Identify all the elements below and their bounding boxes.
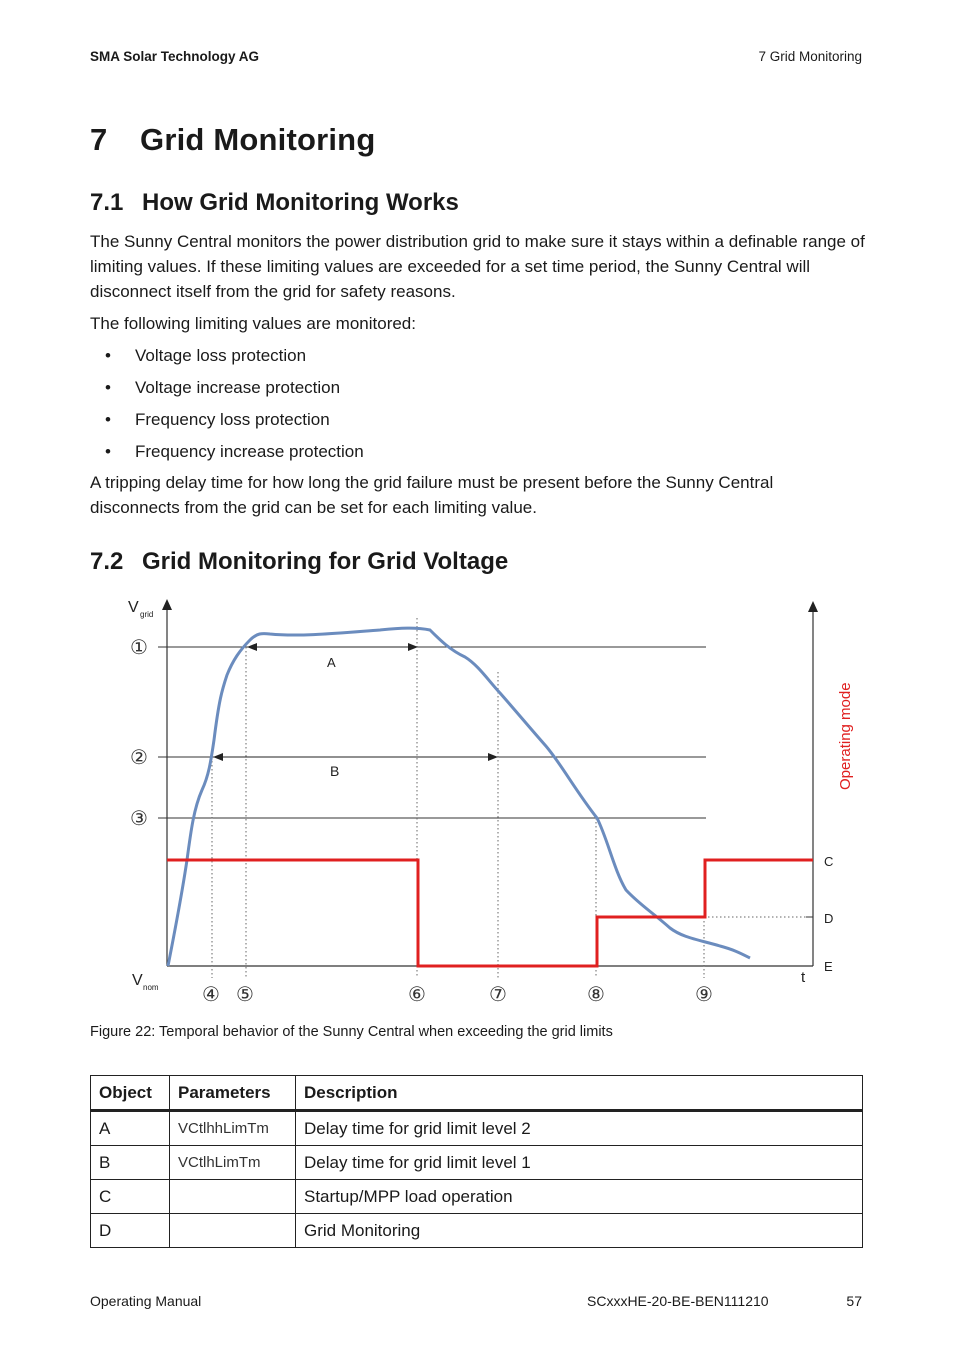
section-heading-7-1: [90, 189, 459, 217]
cell-parameter: VCtlhhLimTm: [170, 1111, 296, 1146]
monitored-values-list: [90, 343, 364, 471]
cell-object: D: [91, 1214, 170, 1248]
bullet-icon: •: [105, 346, 111, 365]
cell-parameter: [170, 1214, 296, 1248]
figure-caption: Figure 22: Temporal behavior of the Sunny Central when exceeding the grid limits: [90, 1024, 613, 1040]
grid-voltage-diagram: [0, 590, 954, 1015]
header-parameters: Parameters: [170, 1076, 296, 1111]
footer-manual: Operating Manual: [90, 1293, 202, 1309]
table-row: [91, 1111, 863, 1146]
y-axis-sub: grid: [140, 610, 154, 619]
bullet-icon: •: [105, 410, 111, 429]
cell-object: A: [91, 1111, 170, 1146]
time-marker-7: ⑦: [489, 982, 507, 1006]
time-marker-6: ⑥: [408, 982, 426, 1006]
bullet-icon: •: [105, 442, 111, 461]
operating-mode-line: [167, 860, 813, 966]
cell-description: Grid Monitoring: [296, 1214, 863, 1248]
header-company: SMA Solar Technology AG: [90, 49, 260, 64]
cell-description: Startup/MPP load operation: [296, 1180, 863, 1214]
interval-a-label: A: [327, 655, 336, 670]
table-row: [91, 1180, 863, 1214]
time-marker-8: ⑧: [587, 982, 605, 1006]
cell-description: Delay time for grid limit level 2: [296, 1111, 863, 1146]
list-item: • Voltage loss protection: [90, 343, 364, 375]
time-marker-4: ④: [202, 982, 220, 1006]
chapter-title: [90, 122, 375, 158]
voltage-curve: [168, 628, 750, 966]
header-description: Description: [296, 1076, 863, 1111]
y-axis-label: V: [128, 599, 139, 616]
section-number: 7.1: [90, 189, 124, 216]
interval-b-label: B: [330, 763, 340, 779]
cell-description: Delay time for grid limit level 1: [296, 1146, 863, 1180]
table-row: [91, 1146, 863, 1180]
level-marker-3: ③: [130, 806, 148, 830]
footer-doc-id: SCxxxHE-20-BE-BEN111210: [587, 1293, 769, 1309]
header-object: Object: [91, 1076, 170, 1111]
section-number: 7.2: [90, 548, 124, 575]
section-title: How Grid Monitoring Works: [142, 189, 459, 216]
time-marker-5: ⑤: [236, 982, 254, 1006]
bullet-icon: •: [105, 378, 111, 397]
list-item: • Frequency loss protection: [90, 407, 364, 439]
origin-sub: nom: [143, 983, 159, 992]
mode-label-d: D: [824, 911, 834, 926]
x-axis-label: t: [801, 969, 806, 986]
level-marker-1: ①: [130, 635, 148, 659]
table-row: [91, 1214, 863, 1248]
footer-page-number: 57: [846, 1293, 862, 1309]
mode-label-e: E: [824, 959, 833, 974]
chapter-number: 7: [90, 122, 108, 157]
origin-label: V: [132, 972, 143, 989]
list-item: • Voltage increase protection: [90, 375, 364, 407]
mode-axis-arrow-icon: [808, 601, 818, 612]
parameters-table: [90, 1075, 863, 1248]
chapter-title-text: Grid Monitoring: [140, 122, 376, 157]
header-section: 7 Grid Monitoring: [758, 49, 862, 64]
operating-mode-label: Operating mode: [837, 682, 854, 790]
time-marker-9: ⑨: [695, 982, 713, 1006]
cell-parameter: VCtlhLimTm: [170, 1146, 296, 1180]
list-item: • Frequency increase protection: [90, 439, 364, 471]
section-heading-7-2: [90, 548, 508, 576]
cell-object: B: [91, 1146, 170, 1180]
section-title: Grid Monitoring for Grid Voltage: [142, 548, 509, 575]
mode-label-c: C: [824, 854, 834, 869]
y-axis-arrow-icon: [162, 599, 172, 610]
list-intro: The following limiting values are monitored:: [90, 314, 416, 333]
table-header-row: [91, 1076, 863, 1111]
intro-paragraph: The Sunny Central monitors the power distribution grid to make sure it stays within a definable range of limiting values. If these limiting values are exceeded for a set time period, the Sunny Central will disconnect itself from the grid for safety reasons.: [90, 232, 865, 301]
outro-paragraph: A tripping delay time for how long the grid failure must be present before the Sunny Central disconnects from the grid can be set for each limiting value.: [90, 473, 774, 517]
cell-parameter: [170, 1180, 296, 1214]
cell-object: C: [91, 1180, 170, 1214]
level-marker-2: ②: [130, 745, 148, 769]
